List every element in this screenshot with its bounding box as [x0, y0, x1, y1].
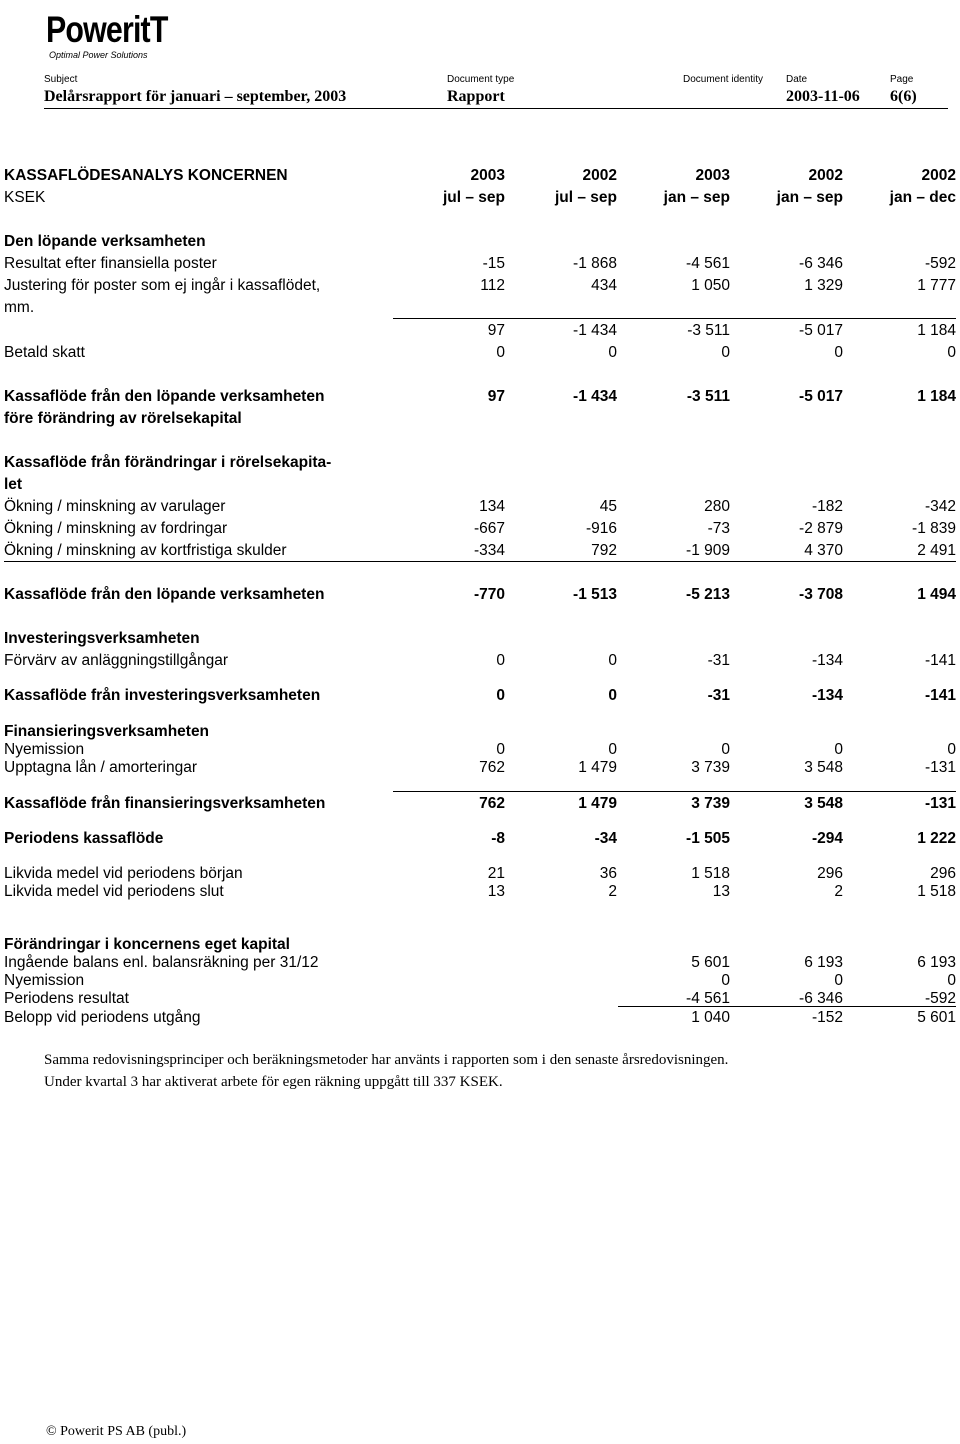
doc-type-label: Document type [447, 74, 515, 85]
section-heading-financing: Finansieringsverksamheten [4, 723, 210, 740]
table-row: Förvärv av anläggningstillgångar 0 0 -31 -134 -141 [4, 652, 956, 669]
subtotal-rule [393, 318, 956, 319]
table-row: Belopp vid periodens utgång 1 040 -152 5 601 [4, 1009, 956, 1026]
table-header-periods [0, 188, 960, 208]
subtotal-rule [618, 1006, 956, 1007]
year-col-3: 2003 [695, 167, 730, 184]
logo-wordmark: PoweritT [46, 9, 168, 50]
table-title: KASSAFLÖDESANALYS KONCERNEN [4, 167, 288, 184]
period-col-2: jul – sep [554, 189, 617, 206]
page-label: Page [890, 74, 914, 85]
page-value: 6(6) [890, 88, 917, 105]
table-row: Likvida medel vid periodens slut 13 2 13 2 1 518 [4, 883, 956, 900]
section-heading-investing: Investeringsverksamheten [4, 630, 200, 647]
doc-id-label: Document identity [683, 74, 764, 85]
table-row: Nyemission 0 0 0 [4, 972, 956, 989]
table-row: Nyemission 0 0 0 0 0 [4, 741, 956, 758]
table-row-continued: före förändring av rörelsekapital [4, 410, 242, 427]
table-row: Justering för poster som ej ingår i kassaflödet, 112 434 1 050 1 329 1 777 [4, 277, 956, 294]
table-row: Ökning / minskning av fordringar -667 -916 -73 -2 879 -1 839 [4, 520, 956, 537]
section-heading-working-capital: Kassaflöde från förändringar i rörelsekapita- [4, 454, 332, 471]
table-row: Periodens resultat -4 561 -6 346 -592 [4, 990, 956, 1007]
note-capitalized-work: Under kvartal 3 har aktiverat arbete för egen räkning uppgått till 337 KSEK. [44, 1074, 503, 1090]
date-label: Date [786, 74, 808, 85]
subtotal-rule [393, 791, 956, 792]
section-heading-equity: Förändringar i koncernens eget kapital [4, 936, 290, 953]
subject-label: Subject [44, 74, 78, 85]
table-header-years [0, 166, 960, 186]
header-divider [44, 108, 948, 109]
note-accounting-principles: Samma redovisningsprinciper och beräkningsmetoder har använts i rapporten som i den senaste årsredovisningen. [44, 1052, 729, 1068]
year-col-5: 2002 [921, 167, 956, 184]
period-col-1: jul – sep [442, 189, 505, 206]
section-heading-operating: Den löpande verksamheten [4, 233, 206, 250]
date-value: 2003-11-06 [786, 88, 860, 105]
year-col-2: 2002 [582, 167, 617, 184]
table-row: Ökning / minskning av varulager 134 45 280 -182 -342 [4, 498, 956, 515]
doc-type-value: Rapport [447, 88, 505, 105]
logo-tagline: Optimal Power Solutions [49, 50, 148, 60]
table-row: Likvida medel vid periodens början 21 36 1 518 296 296 [4, 865, 956, 882]
table-row: Resultat efter finansiella poster -15 -1 868 -4 561 -6 346 -592 [4, 255, 956, 272]
table-row-total: Kassaflöde från finansieringsverksamheten 762 1 479 3 739 3 548 -131 [4, 795, 956, 812]
copyright-footer: © Powerit PS AB (publ.) [46, 1424, 187, 1439]
company-logo [46, 9, 168, 64]
table-row: Betald skatt 0 0 0 0 0 [4, 344, 956, 361]
period-col-3: jan – sep [663, 189, 730, 206]
table-row: Ökning / minskning av kortfristiga skulder -334 792 -1 909 4 370 2 491 [4, 542, 956, 559]
period-col-4: jan – sep [776, 189, 843, 206]
subject-value: Delårsrapport för januari – september, 2003 [44, 88, 347, 105]
table-row-total: Kassaflöde från investeringsverksamheten 0 0 -31 -134 -141 [4, 687, 956, 704]
section-heading-continued: let [4, 476, 23, 493]
table-row-total: Kassaflöde från den löpande verksamheten 97 -1 434 -3 511 -5 017 1 184 [4, 388, 956, 405]
table-row-total: Periodens kassaflöde -8 -34 -1 505 -294 1 222 [4, 830, 956, 847]
unit-label: KSEK [4, 189, 46, 206]
year-col-1: 2003 [470, 167, 505, 184]
year-col-4: 2002 [808, 167, 843, 184]
table-row-total: Kassaflöde från den löpande verksamheten -770 -1 513 -5 213 -3 708 1 494 [4, 586, 956, 603]
table-row-continued: mm. [4, 299, 35, 316]
table-row: Ingående balans enl. balansräkning per 31/12 5 601 6 193 6 193 [4, 954, 956, 971]
table-row-subtotal: 97 -1 434 -3 511 -5 017 1 184 [487, 322, 956, 339]
total-rule [4, 561, 956, 562]
table-row: Upptagna lån / amorteringar 762 1 479 3 739 3 548 -131 [4, 759, 956, 776]
period-col-5: jan – dec [889, 189, 956, 206]
